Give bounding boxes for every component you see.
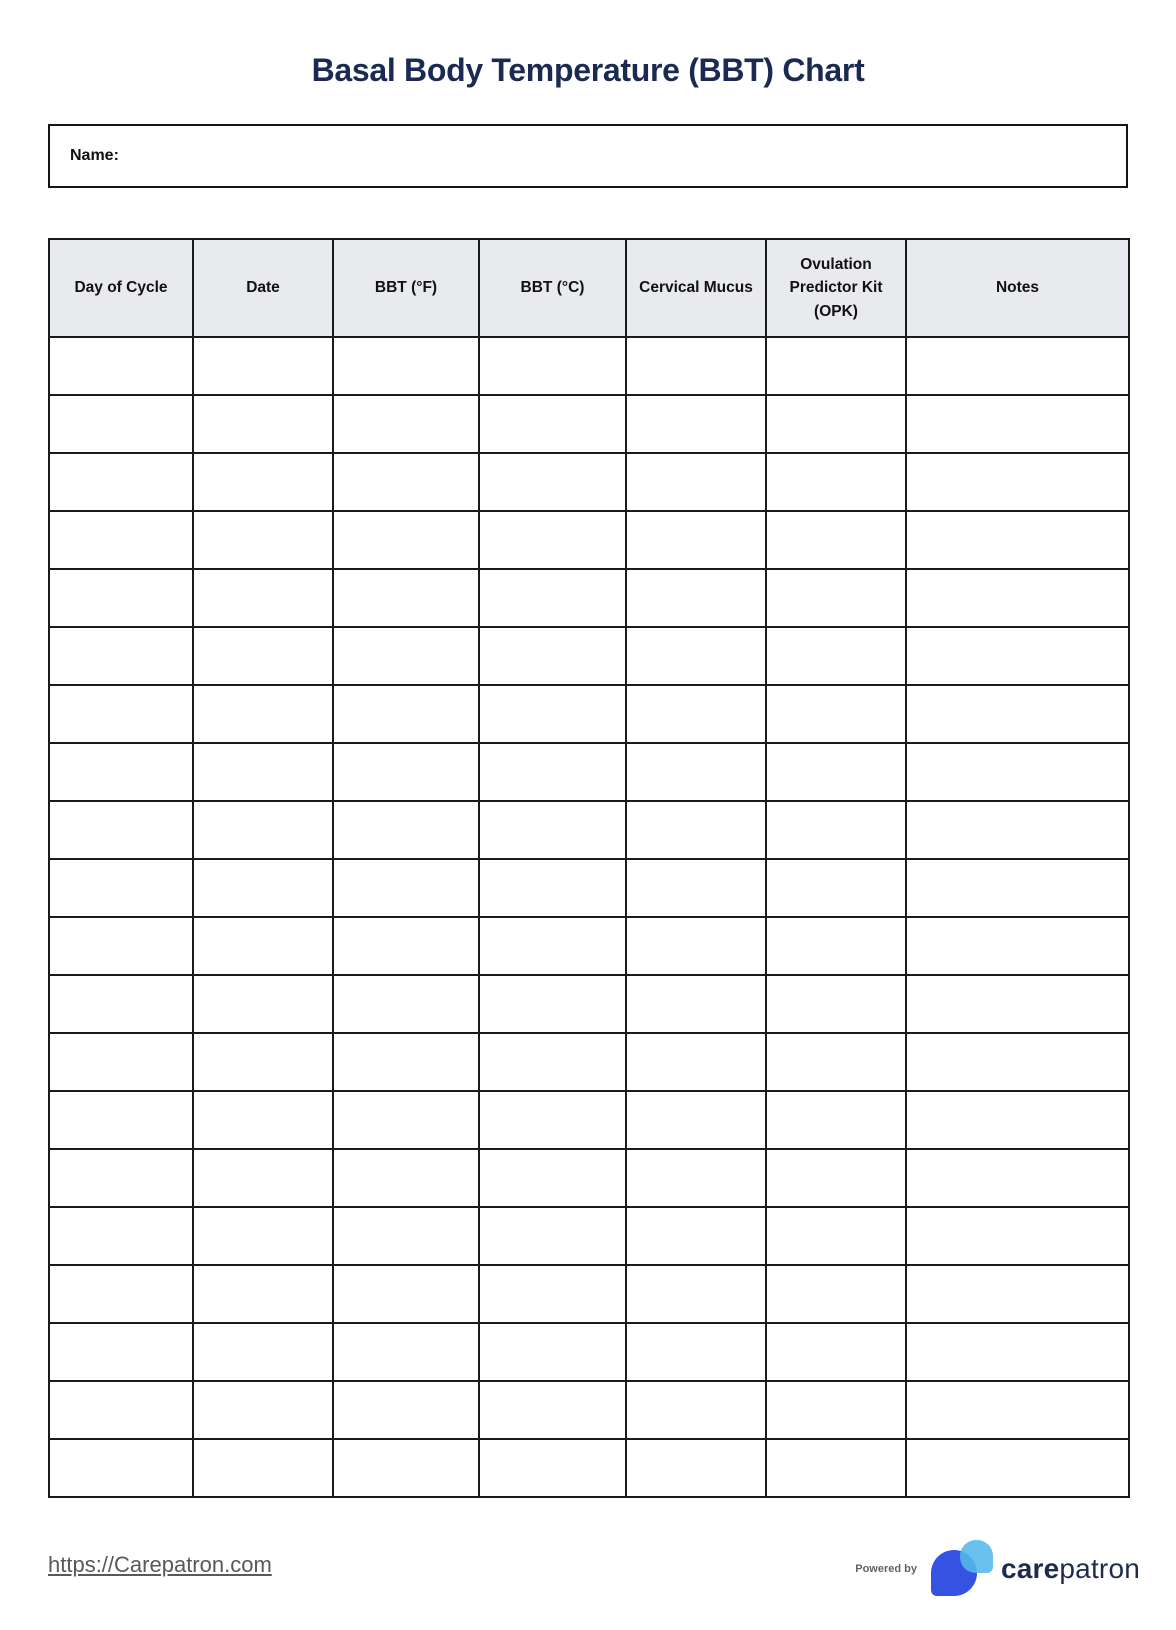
column-header: BBT (°C) [479, 239, 626, 337]
table-cell[interactable] [626, 1033, 766, 1091]
table-cell[interactable] [49, 685, 193, 743]
table-cell[interactable] [193, 395, 333, 453]
table-cell[interactable] [766, 1149, 906, 1207]
table-cell[interactable] [333, 859, 479, 917]
table-cell[interactable] [479, 1207, 626, 1265]
table-row [49, 511, 1129, 569]
table-cell[interactable] [479, 511, 626, 569]
table-cell[interactable] [49, 859, 193, 917]
table-row [49, 1033, 1129, 1091]
table-cell[interactable] [906, 1207, 1129, 1265]
column-header: Cervical Mucus [626, 239, 766, 337]
table-row [49, 975, 1129, 1033]
table-cell[interactable] [766, 395, 906, 453]
table-cell[interactable] [766, 743, 906, 801]
table-cell[interactable] [906, 395, 1129, 453]
table-row [49, 453, 1129, 511]
table-cell[interactable] [766, 569, 906, 627]
table-cell[interactable] [626, 569, 766, 627]
table-cell[interactable] [333, 975, 479, 1033]
table-cell[interactable] [479, 1323, 626, 1381]
table-row [49, 1439, 1129, 1497]
table-cell[interactable] [333, 569, 479, 627]
column-header: BBT (°F) [333, 239, 479, 337]
table-cell[interactable] [906, 859, 1129, 917]
table-cell[interactable] [333, 453, 479, 511]
page-title: Basal Body Temperature (BBT) Chart [311, 52, 865, 88]
table-cell[interactable] [193, 1381, 333, 1439]
table-cell[interactable] [333, 511, 479, 569]
table-cell[interactable] [333, 1265, 479, 1323]
table-cell[interactable] [766, 1439, 906, 1497]
table-cell[interactable] [49, 569, 193, 627]
table-cell[interactable] [906, 1091, 1129, 1149]
table-cell[interactable] [333, 801, 479, 859]
table-cell[interactable] [333, 1207, 479, 1265]
table-cell[interactable] [49, 511, 193, 569]
table-cell[interactable] [626, 917, 766, 975]
table-cell[interactable] [479, 627, 626, 685]
table-cell[interactable] [626, 511, 766, 569]
table-cell[interactable] [626, 975, 766, 1033]
table-cell[interactable] [626, 801, 766, 859]
table-cell[interactable] [766, 1381, 906, 1439]
table-row [49, 1265, 1129, 1323]
table-cell[interactable] [333, 395, 479, 453]
table-row [49, 395, 1129, 453]
table-row [49, 337, 1129, 395]
table-row [49, 1091, 1129, 1149]
table-cell[interactable] [49, 975, 193, 1033]
table-cell[interactable] [49, 1323, 193, 1381]
table-cell[interactable] [193, 511, 333, 569]
column-header: Ovulation Predictor Kit (OPK) [766, 239, 906, 337]
table-cell[interactable] [193, 917, 333, 975]
table-cell[interactable] [906, 801, 1129, 859]
table-row [49, 1381, 1129, 1439]
name-field-label: Name: [70, 147, 119, 164]
bbt-table [48, 238, 1130, 1498]
table-cell[interactable] [626, 395, 766, 453]
table-cell[interactable] [193, 801, 333, 859]
table-cell[interactable] [626, 743, 766, 801]
table-row [49, 627, 1129, 685]
table-cell[interactable] [49, 627, 193, 685]
table-cell[interactable] [766, 859, 906, 917]
table-cell[interactable] [333, 743, 479, 801]
table-cell[interactable] [626, 685, 766, 743]
table-cell[interactable] [626, 337, 766, 395]
table-cell[interactable] [193, 1439, 333, 1497]
table-cell[interactable] [626, 1439, 766, 1497]
table-cell[interactable] [479, 1149, 626, 1207]
table-cell[interactable] [906, 453, 1129, 511]
table-row [49, 1207, 1129, 1265]
table-cell[interactable] [626, 1323, 766, 1381]
table-cell[interactable] [49, 1265, 193, 1323]
name-field-value[interactable] [129, 138, 1126, 174]
wordmark-care: care [1000, 1553, 1060, 1584]
table-cell[interactable] [49, 395, 193, 453]
table-cell[interactable] [333, 627, 479, 685]
logo-bubble-light [960, 1540, 993, 1573]
table-cell[interactable] [193, 627, 333, 685]
table-cell[interactable] [479, 801, 626, 859]
table-cell[interactable] [766, 801, 906, 859]
table-cell[interactable] [626, 1207, 766, 1265]
table-cell[interactable] [906, 1381, 1129, 1439]
table-body [49, 337, 1129, 1497]
name-field-box [48, 124, 1128, 188]
table-cell[interactable] [766, 627, 906, 685]
table-cell[interactable] [906, 627, 1129, 685]
table-cell[interactable] [49, 801, 193, 859]
table-row [49, 917, 1129, 975]
table-cell[interactable] [49, 743, 193, 801]
table-cell[interactable] [766, 1323, 906, 1381]
table-header [49, 239, 1129, 337]
table-row [49, 801, 1129, 859]
column-header: Notes [906, 239, 1129, 337]
table-cell[interactable] [49, 453, 193, 511]
table-header-row [49, 239, 1129, 337]
table-row [49, 685, 1129, 743]
table-cell[interactable] [479, 1439, 626, 1497]
table-cell[interactable] [906, 511, 1129, 569]
table-cell[interactable] [906, 1439, 1129, 1497]
table-cell[interactable] [479, 917, 626, 975]
table-cell[interactable] [193, 1265, 333, 1323]
column-header: Date [193, 239, 333, 337]
table-cell[interactable] [906, 337, 1129, 395]
table-cell[interactable] [766, 1033, 906, 1091]
table-cell[interactable] [193, 1033, 333, 1091]
table-cell[interactable] [766, 1091, 906, 1149]
carepatron-logo-icon [931, 1540, 995, 1598]
table-cell[interactable] [193, 1149, 333, 1207]
table-cell[interactable] [906, 917, 1129, 975]
table-cell[interactable] [906, 975, 1129, 1033]
table-cell[interactable] [333, 337, 479, 395]
table-cell[interactable] [906, 1265, 1129, 1323]
table-row [49, 1323, 1129, 1381]
table-cell[interactable] [479, 1265, 626, 1323]
table-cell[interactable] [626, 627, 766, 685]
table-cell[interactable] [49, 1207, 193, 1265]
carepatron-link[interactable]: https://Carepatron.com [48, 1552, 272, 1577]
table-cell[interactable] [49, 1439, 193, 1497]
table-cell[interactable] [49, 337, 193, 395]
table-cell[interactable] [766, 1265, 906, 1323]
table-cell[interactable] [333, 1091, 479, 1149]
table-cell[interactable] [906, 1033, 1129, 1091]
table-cell[interactable] [906, 569, 1129, 627]
table-cell[interactable] [479, 395, 626, 453]
table-cell[interactable] [479, 1033, 626, 1091]
table-cell[interactable] [626, 859, 766, 917]
table-cell[interactable] [479, 337, 626, 395]
table-row [49, 1149, 1129, 1207]
table-cell[interactable] [333, 1381, 479, 1439]
powered-by-brand [855, 1540, 1140, 1598]
table-cell[interactable] [479, 569, 626, 627]
table-cell[interactable] [766, 337, 906, 395]
table-cell[interactable] [333, 1439, 479, 1497]
wordmark-patron: patron [1059, 1553, 1140, 1584]
table-cell[interactable] [49, 1149, 193, 1207]
table-cell[interactable] [193, 1207, 333, 1265]
table-cell[interactable] [333, 1323, 479, 1381]
column-header: Day of Cycle [49, 239, 193, 337]
table-cell[interactable] [333, 685, 479, 743]
table-cell[interactable] [49, 1381, 193, 1439]
table-cell[interactable] [766, 453, 906, 511]
table-cell[interactable] [49, 1033, 193, 1091]
table-cell[interactable] [193, 859, 333, 917]
table-cell[interactable] [193, 1323, 333, 1381]
table-cell[interactable] [479, 1381, 626, 1439]
table-cell[interactable] [193, 743, 333, 801]
table-cell[interactable] [626, 1265, 766, 1323]
table-cell[interactable] [766, 685, 906, 743]
table-cell[interactable] [766, 1207, 906, 1265]
table-row [49, 569, 1129, 627]
table-cell[interactable] [333, 917, 479, 975]
table-cell[interactable] [193, 1091, 333, 1149]
table-row [49, 743, 1129, 801]
table-cell[interactable] [906, 743, 1129, 801]
powered-by-label: Powered by [855, 1563, 917, 1575]
table-cell[interactable] [626, 453, 766, 511]
table-cell[interactable] [626, 1091, 766, 1149]
table-cell[interactable] [193, 337, 333, 395]
carepatron-wordmark [1001, 1553, 1140, 1585]
table-cell[interactable] [333, 1033, 479, 1091]
table-cell[interactable] [49, 1091, 193, 1149]
table-cell[interactable] [626, 1381, 766, 1439]
table-cell[interactable] [193, 569, 333, 627]
table-cell[interactable] [906, 1323, 1129, 1381]
table-cell[interactable] [479, 975, 626, 1033]
table-cell[interactable] [479, 685, 626, 743]
table-cell[interactable] [193, 685, 333, 743]
table-cell[interactable] [193, 453, 333, 511]
table-cell[interactable] [193, 975, 333, 1033]
table-cell[interactable] [766, 511, 906, 569]
table-cell[interactable] [626, 1149, 766, 1207]
table-cell[interactable] [766, 917, 906, 975]
table-row [49, 859, 1129, 917]
table-cell[interactable] [333, 1149, 479, 1207]
table-cell[interactable] [766, 975, 906, 1033]
table-cell[interactable] [479, 743, 626, 801]
table-cell[interactable] [906, 1149, 1129, 1207]
table-cell[interactable] [479, 1091, 626, 1149]
table-cell[interactable] [906, 685, 1129, 743]
table-cell[interactable] [479, 453, 626, 511]
table-cell[interactable] [49, 917, 193, 975]
table-cell[interactable] [479, 859, 626, 917]
